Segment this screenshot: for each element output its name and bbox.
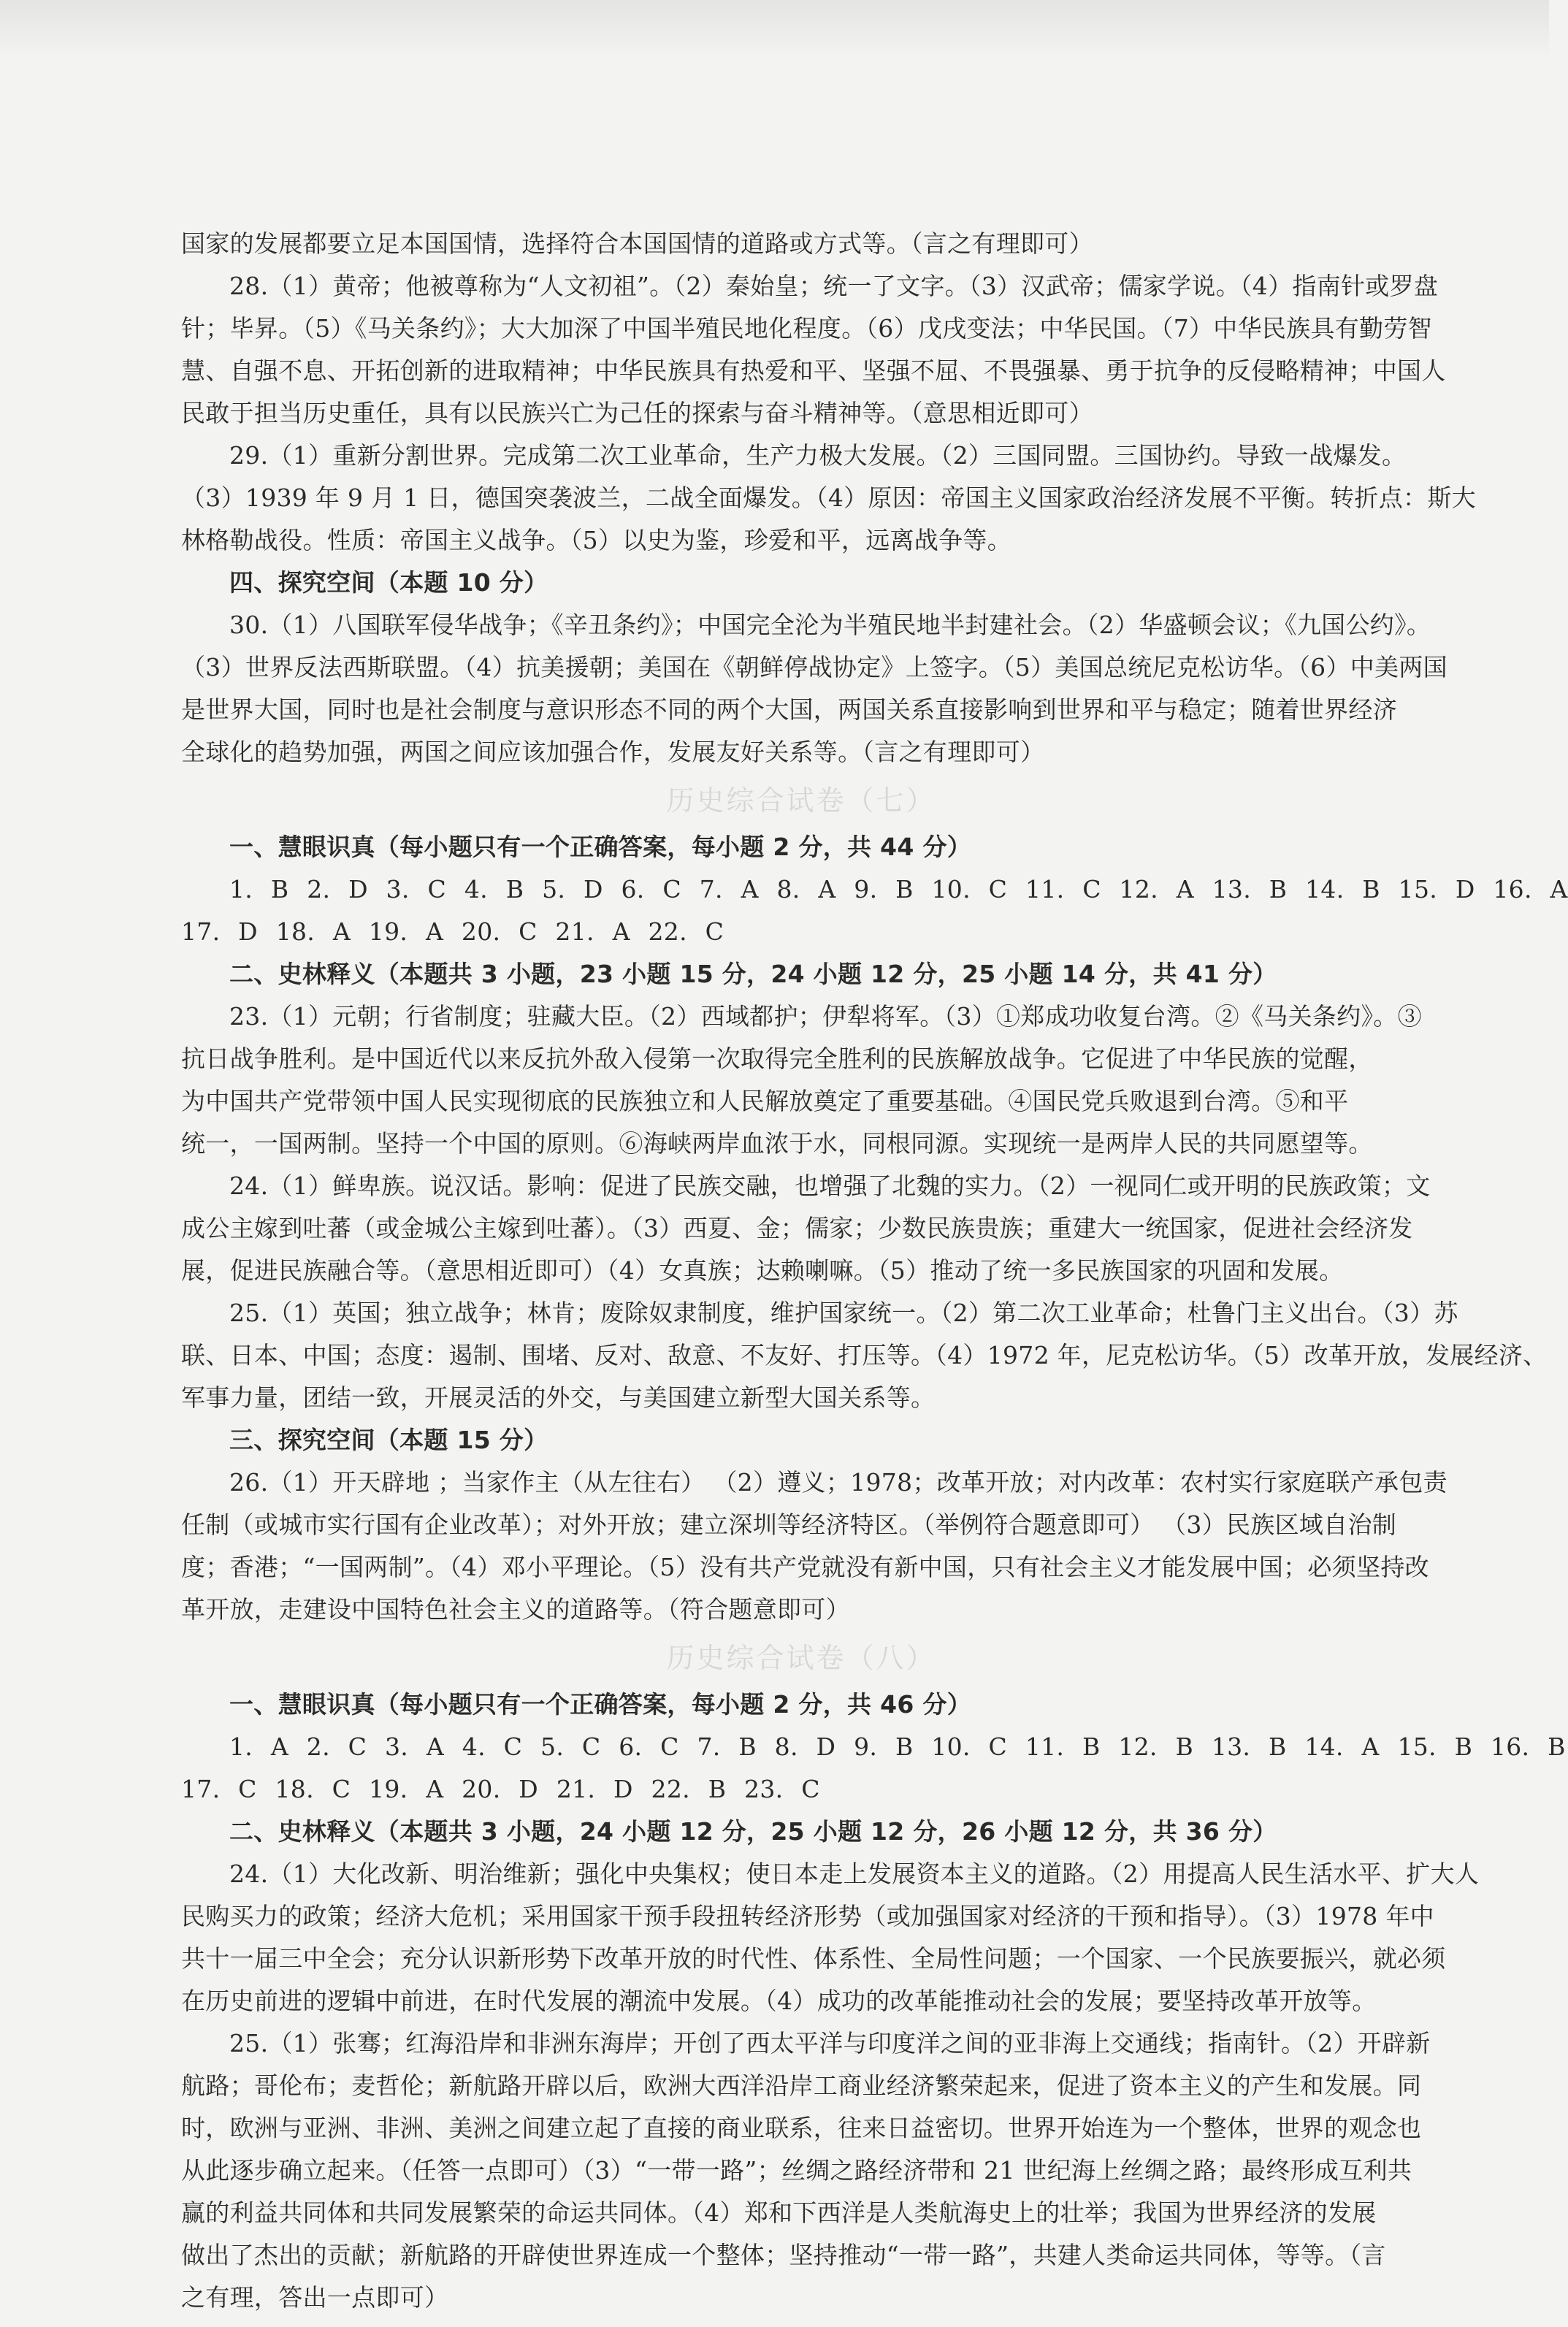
text-line: 任制（或城市实行国有企业改革）；对外开放；建立深圳等经济特区。（举例符合题意即可） （3）民族区域自治制 [181,1510,1397,1539]
text-line: 时，欧洲与亚洲、非洲、美洲之间建立起了直接的商业联系，往来日益密切。世界开始连为一个整体，世界的观念也 [181,2114,1422,2142]
text-line: 25.（1）张骞；红海沿岸和非洲东海岸；开创了西太平洋与印度洋之间的亚非海上交通线；指南针。（2）开辟新 [229,2029,1431,2057]
paper-title-7: 历史综合试卷（七） [666,784,936,817]
text-line: 在历史前进的逻辑中前进，在时代发展的潮流中发展。（4）成功的改革能推动社会的发展；要坚持改革开放等。 [181,1987,1377,2015]
text-line: 从此逐步确立起来。（任答一点即可）（3）“一带一路”；丝绸之路经济带和 21 世纪海上丝绸之路；最终形成互利共 [181,2156,1412,2185]
answer-key-line: 1. B 2. D 3. C 4. B 5. D 6. C 7. A 8. A 9. B 10. C 11. C 12. A 13. B 14. B 15. D 16. A [229,875,1568,903]
text-line: 29.（1）重新分割世界。完成第二次工业革命，生产力极大发展。（2）三国同盟。三国协约。导致一战爆发。 [229,441,1407,470]
text-line: 联、日本、中国；态度：遏制、围堵、反对、敌意、不友好、打压等。（4）1972 年，尼克松访华。（5）改革开放，发展经济、 [181,1341,1548,1369]
text-line: 展，促进民族融合等。（意思相近即可）（4）女真族；达赖喇嘛。（5）推动了统一多民族国家的巩固和发展。 [181,1256,1344,1285]
text-line: 之有理，答出一点即可） [181,2283,449,2312]
answer-key-line: 17. C 18. C 19. A 20. D 21. D 22. B 23. C [181,1775,820,1803]
text-line: 航路；哥伦布；麦哲伦；新航路开辟以后，欧洲大西洋沿岸工商业经济繁荣起来，促进了资本主义的产生和发展。同 [181,2071,1422,2100]
text-line: 慧、自强不息、开拓创新的进取精神；中华民族具有热爱和平、坚强不屈、不畏强暴、勇于抗争的反侵略精神；中国人 [181,356,1446,385]
question-26 [181,1461,1447,1631]
text-line: 30.（1）八国联军侵华战争；《辛丑条约》；中国完全沦为半殖民地半封建社会。（2）华盛顿会议；《九国公约》。 [229,611,1431,639]
answer-key-line: 17. D 18. A 19. A 20. C 21. A 22. C [181,917,724,946]
question-30 [181,604,1447,773]
text-line: 抗日战争胜利。是中国近代以来反抗外敌入侵第一次取得完全胜利的民族解放战争。它促进了中华民族的觉醒， [181,1044,1373,1073]
text-line: 24.（1）大化改新、明治维新；强化中央集权；使日本走上发展资本主义的道路。（2）用提高人民生活水平、扩大人 [229,1860,1480,1888]
section-heading: 四、探究空间（本题 10 分） [229,568,548,597]
text-line: 革开放，走建设中国特色社会主义的道路等。（符合题意即可） [181,1595,850,1624]
text-line: 23.（1）元朝；行省制度；驻藏大臣。（2）西域都护；伊犁将军。（3）①郑成功收复台湾。②《马关条约》。③ [229,1002,1422,1031]
paper-title-8: 历史综合试卷（八） [666,1642,936,1674]
text-line: 民购买力的政策；经济大危机；采用国家干预手段扭转经济形势（或加强国家对经济的干预和指导）。（3）1978 年中 [181,1902,1434,1930]
section-heading: 三、探究空间（本题 15 分） [229,1426,548,1454]
text-line: 25.（1）英国；独立战争；林肯；废除奴隶制度，维护国家统一。（2）第二次工业革命；杜鲁门主义出台。（3）苏 [229,1299,1458,1327]
question-29 [181,435,1476,562]
text-line: 28.（1）黄帝；他被尊称为“人文初祖”。（2）秦始皇；统一了文字。（3）汉武帝；儒家学说。（4）指南针或罗盘 [229,272,1439,300]
text-line: 26.（1）开天辟地 ；当家作主（从左往右） （2）遵义；1978；改革开放；对内改革：农村实行家庭联产承包责 [229,1468,1447,1497]
question-25 [181,1292,1548,1419]
question-23 [181,996,1421,1165]
text-line: 针；毕昇。（5）《马关条约》；大大加深了中国半殖民地化程度。（6）戊戌变法；中华民国。（7）中华民族具有勤劳智 [181,314,1432,343]
text-line: 军事力量，团结一致，开展灵活的外交，与美国建立新型大国关系等。 [181,1383,936,1412]
intro-line: 国家的发展都要立足本国国情，选择符合本国国情的道路或方式等。（言之有理即可） [181,229,1093,258]
section-heading: 一、慧眼识真（每小题只有一个正确答案，每小题 2 分，共 44 分） [229,833,972,861]
text-line: 24.（1）鲜卑族。说汉话。影响：促进了民族交融，也增强了北魏的实力。（2）一视同仁或开明的民族政策；文 [229,1172,1431,1200]
text-line: 共十一届三中全会；充分认识新形势下改革开放的时代性、体系性、全局性问题；一个国家、一个民族要振兴，就必须 [181,1944,1446,1973]
text-line: 统一，一国两制。坚持一个中国的原则。⑥海峡两岸血浓于水，同根同源。实现统一是两岸人民的共同愿望等。 [181,1129,1373,1158]
text-line: 为中国共产党带领中国人民实现彻底的民族独立和人民解放奠定了重要基础。④国民党兵败退到台湾。⑤和平 [181,1087,1349,1115]
section-heading: 二、史林释义（本题共 3 小题，23 小题 15 分，24 小题 12 分，25 小题 14 分，共 41 分） [229,960,1277,988]
text-line: 民敢于担当历史重任，具有以民族兴亡为己任的探索与奋斗精神等。（意思相近即可） [181,399,1093,427]
question-28 [181,265,1446,435]
text-line: （3）1939 年 9 月 1 日，德国突袭波兰，二战全面爆发。（4）原因：帝国主义国家政治经济发展不平衡。转折点：斯大 [181,484,1476,512]
question-24-paper8 [181,1853,1480,2022]
text-line: 做出了杰出的贡献；新航路的开辟使世界连成一个整体；坚持推动“一带一路”，共建人类命运共同体，等等。（言 [181,2241,1386,2269]
text-line: 度；香港；“一国两制”。（4）邓小平理论。（5）没有共产党就没有新中国，只有社会主义才能发展中国；必须坚持改 [181,1553,1429,1581]
text-line: 赢的利益共同体和共同发展繁荣的命运共同体。（4）郑和下西洋是人类航海史上的壮举；我国为世界经济的发展 [181,2198,1377,2227]
text-line: （3）世界反法西斯联盟。（4）抗美援朝；美国在《朝鲜停战协定》上签字。（5）美国总统尼克松访华。（6）中美两国 [181,653,1447,681]
answer-key-line: 1. A 2. C 3. A 4. C 5. C 6. C 7. B 8. D 9. B 10. C 11. B 12. B 13. B 14. A 15. B 16. B [229,1732,1566,1761]
text-line: 林格勒战役。性质：帝国主义战争。（5）以史为鉴，珍爱和平，远离战争等。 [181,526,1011,554]
section-heading: 二、史林释义（本题共 3 小题，24 小题 12 分，25 小题 12 分，26 小题 12 分，共 36 分） [229,1817,1277,1846]
section-heading: 一、慧眼识真（每小题只有一个正确答案，每小题 2 分，共 46 分） [229,1690,972,1719]
text-line: 是世界大国，同时也是社会制度与意识形态不同的两个大国，两国关系直接影响到世界和平与稳定；随着世界经济 [181,695,1397,724]
question-25-paper8 [181,2022,1431,2319]
text-line: 成公主嫁到吐蕃（或金城公主嫁到吐蕃）。（3）西夏、金；儒家；少数民族贵族；重建大一统国家，促进社会经济发 [181,1214,1413,1242]
text-line: 全球化的趋势加强，两国之间应该加强合作，发展友好关系等。（言之有理即可） [181,738,1045,766]
question-24 [181,1165,1431,1292]
